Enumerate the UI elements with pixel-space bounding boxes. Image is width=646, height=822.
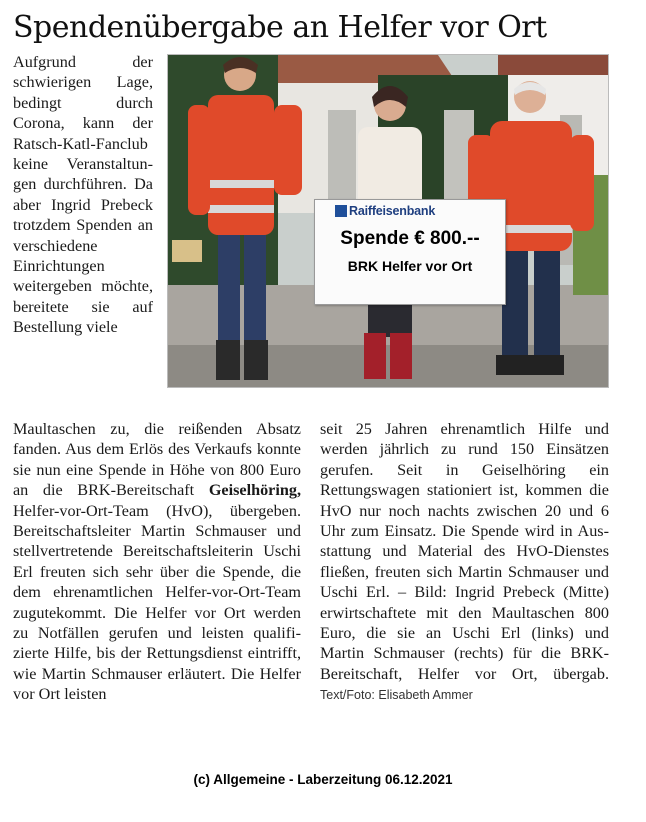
article-credit: Text/Foto: Elisabeth Ammer — [320, 688, 473, 703]
cheque-amount: Spende € 800.-- — [340, 228, 480, 249]
article-left-column — [13, 419, 301, 705]
left-column-bold-place: Geiselhöring, — [208, 481, 301, 500]
right-column-text: seit 25 Jahren ehrenamtlich Hilfe und werden jährlich zu rund 150 Einsätzen gerufen. Seit in Geiselhöring ein Rettungswagen stationiert ist, kommen die HvO nur noch nachts zwischen 20 und 6 Uhr zum Einsatz. Die Spende wird in Ausstattung und Material des HvO-Dienstes fließen, freuten sich Martin Schmauser und Uschi Erl. – Bild: Ingrid Prebeck (Mitte) erwirtschaftete mit den Maultaschen 800 Euro, die sie an Uschi Erl (links) und Martin Schmauser (rechts) für die BRK-Bereitschaft, Helfer vor Ort, übergab. — [320, 420, 609, 683]
article-photo — [167, 54, 609, 388]
newspaper-article — [13, 8, 609, 720]
article-right-column — [320, 419, 609, 706]
left-column-text-a: Maultaschen zu, die reißenden Absatz fanden. Aus dem Erlös des Verkaufs konnte sie nun eine Spende in Höhe von 800 Euro an die BRK-Bereitschaft — [13, 420, 301, 500]
article-headline: Spendenübergabe an Helfer vor Ort — [13, 10, 547, 45]
cheque-recipient: BRK Helfer vor Ort — [347, 258, 473, 274]
left-column-text-b: Helfer-vor-Ort-Team (HvO), übergeben. Bereitschaftsleiter Martin Schmauser und stellvertretende Bereitschaftsleiterin Uschi Erl freuten sich sehr über die Spende, die dem ehrenamtlichen Helfer-vor-Ort-Team zugutekommt. Die Helfer vor Ort werden zu Notfällen gerufen und leisten qualifizierte Hilfe, bis der Rettungsdienst eintrifft, wie Martin Schmauser erläutert. Die Helfer vor Ort leisten — [13, 501, 301, 704]
donation-cheque — [314, 199, 506, 305]
article-intro-column: Aufgrund der schwierigen Lage, bedingt durch Corona, kann der Ratsch-Katl-Fanclub keine Veranstaltungen durchführen. Da aber Ingrid Prebeck trotzdem Spenden an verschiedene Einrichtungen weitergeben möchte, bereitete sie auf Bestellung viele — [13, 53, 153, 337]
bank-logo-icon — [335, 205, 347, 217]
copyright-footer: (c) Allgemeine - Laberzeitung 06.12.2021 — [193, 772, 453, 787]
cheque-bank-name: Raiffeisenbank — [349, 204, 436, 218]
